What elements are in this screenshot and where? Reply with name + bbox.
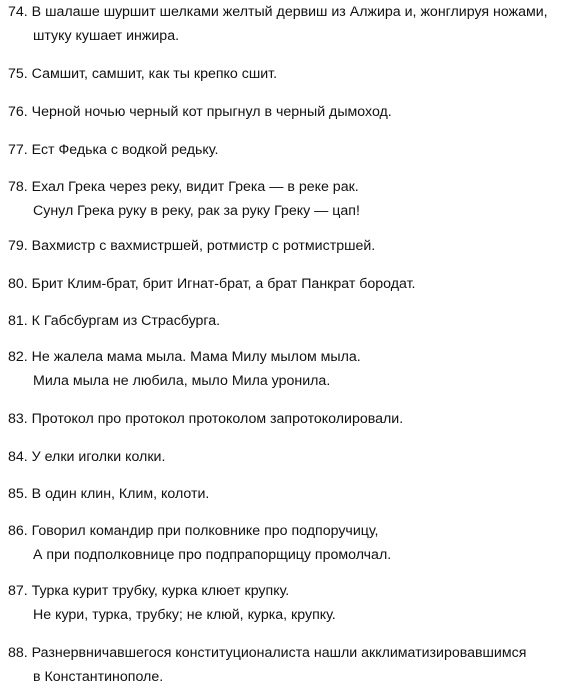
item-line: 75. Самшит, самшит, как ты крепко сшит. bbox=[8, 66, 278, 82]
item-line-continuation: Не кури, турка, трубку; не клюй, курка, крупку. bbox=[33, 607, 336, 623]
item-line: 84. У елки иголки колки. bbox=[8, 449, 166, 465]
item-line: 87. Турка курит трубку, курка клюет крупку. bbox=[8, 583, 290, 599]
list-item bbox=[8, 62, 584, 86]
item-line: 79. Вахмистр с вахмистршей, ротмистр с ротмистршей. bbox=[8, 238, 376, 254]
item-line-continuation: Мила мыла не любила, мыло Мила уронила. bbox=[33, 373, 331, 389]
list-item bbox=[8, 407, 584, 431]
list-item bbox=[8, 100, 584, 124]
list-item bbox=[8, 445, 584, 469]
item-line-continuation: штуку кушает инжира. bbox=[33, 28, 180, 44]
item-line: 78. Ехал Грека через реку, видит Грека — в реке рак. bbox=[8, 179, 359, 195]
item-line: 81. К Габсбургам из Страсбурга. bbox=[8, 313, 221, 329]
list-item bbox=[8, 0, 584, 48]
item-line: 76. Черной ночью черный кот прыгнул в черный дымоход. bbox=[8, 104, 392, 120]
item-line: 74. В шалаше шуршит шелками желтый дервиш из Алжира и, жонглируя ножами, bbox=[8, 4, 548, 20]
list-item bbox=[8, 272, 584, 296]
item-line-continuation: А при подполковнице про подпрапорщицу промолчал. bbox=[33, 547, 392, 563]
item-line: 82. Не жалела мама мыла. Мама Милу мылом мыла. bbox=[8, 349, 361, 365]
item-line-continuation: в Константинополе. bbox=[33, 669, 164, 685]
item-line: 83. Протокол про протокол протоколом запротоколировали. bbox=[8, 411, 404, 427]
item-line: 85. В один клин, Клим, колоти. bbox=[8, 486, 210, 502]
list-item bbox=[8, 641, 584, 689]
list-item bbox=[8, 175, 584, 223]
item-line: 86. Говорил командир при полковнике про подпоручицу, bbox=[8, 523, 379, 539]
list-item bbox=[8, 482, 584, 506]
list-item bbox=[8, 519, 584, 567]
item-line-continuation: Сунул Грека руку в реку, рак за руку Греку — цап! bbox=[33, 203, 360, 219]
item-line: 88. Разнервничавшегося конституционалиста нашли акклиматизировавшимся bbox=[8, 645, 527, 661]
list-item bbox=[8, 309, 584, 333]
item-line: 77. Ест Федька с водкой редьку. bbox=[8, 142, 219, 158]
list-item bbox=[8, 579, 584, 627]
list-item bbox=[8, 138, 584, 162]
item-line: 80. Брит Клим-брат, брит Игнат-брат, а брат Панкрат бородат. bbox=[8, 276, 416, 292]
list-item bbox=[8, 345, 584, 393]
list-item bbox=[8, 234, 584, 258]
